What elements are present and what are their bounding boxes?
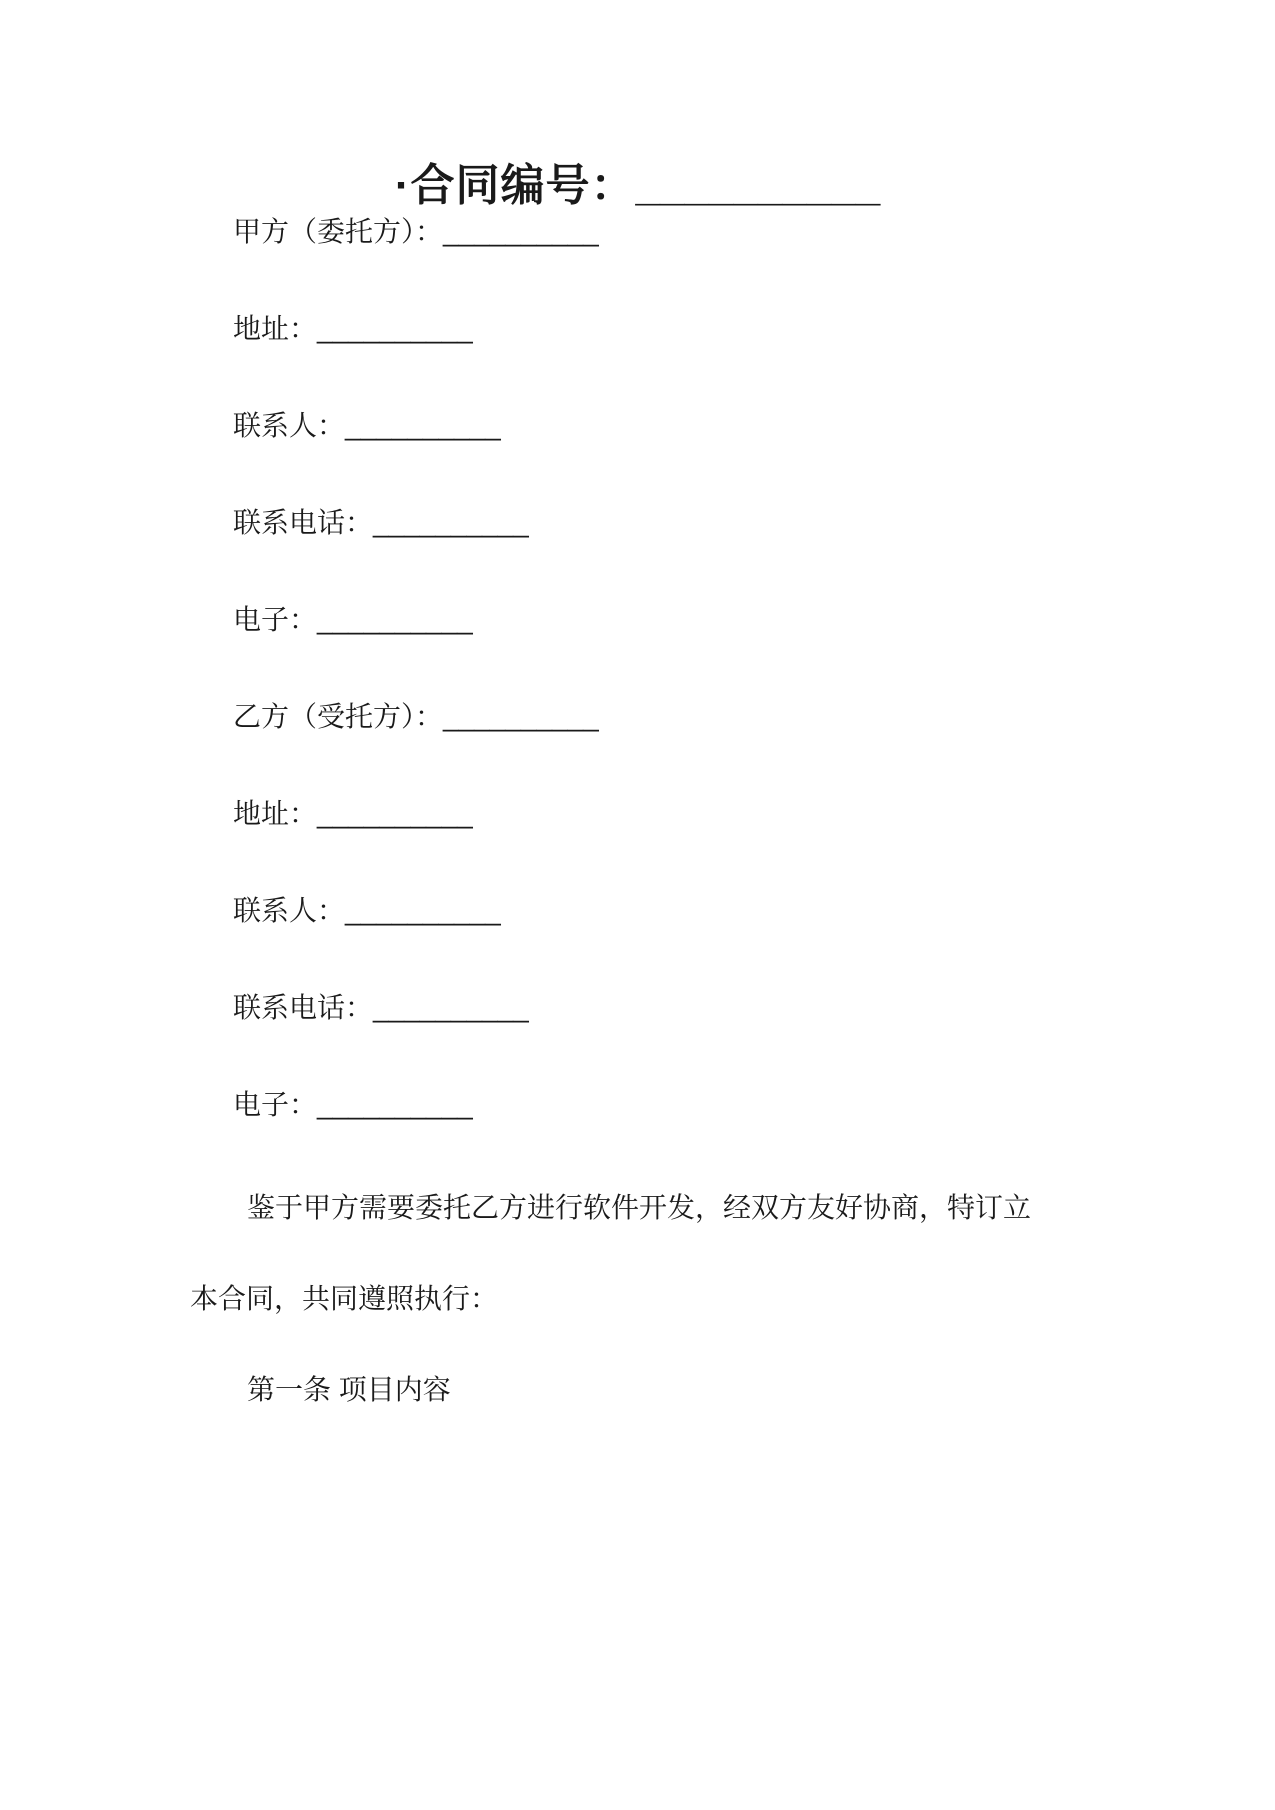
field-party-b-address-label: 地址： xyxy=(233,798,318,829)
field-party-b-contact-blank-line: __________ xyxy=(345,895,501,926)
field-party-b-address xyxy=(233,794,1275,891)
field-party-a-email-label: 电子： xyxy=(233,604,318,635)
field-party-a-contact-label: 联系人： xyxy=(233,410,346,441)
field-party-a-contact xyxy=(233,406,1275,503)
field-party-a-name-blank-line: __________ xyxy=(443,216,599,247)
contract-number-label: ·合同编号： xyxy=(394,161,636,210)
field-party-a-address-label: 地址： xyxy=(233,313,318,344)
field-party-b-phone-blank-line: __________ xyxy=(373,992,529,1023)
preamble-line-2: 本合同，共同遵照执行： xyxy=(190,1283,499,1314)
field-party-b-contact-label: 联系人： xyxy=(233,895,346,926)
field-party-a-name xyxy=(233,212,1275,309)
field-party-a-contact-blank-line: __________ xyxy=(345,410,501,441)
field-party-a-address-blank-line: __________ xyxy=(317,313,473,344)
field-party-a-email xyxy=(233,600,1275,697)
field-party-a-phone xyxy=(233,503,1275,600)
field-party-b-email xyxy=(233,1085,1275,1182)
field-party-b-email-label: 电子： xyxy=(233,1089,318,1120)
field-party-b-phone xyxy=(233,988,1275,1085)
field-party-a-phone-label: 联系电话： xyxy=(233,507,374,538)
field-party-b-email-blank-line: __________ xyxy=(317,1089,473,1120)
field-party-b-name-blank-line: __________ xyxy=(443,701,599,732)
field-party-b-contact xyxy=(233,891,1275,988)
field-party-a-phone-blank-line: __________ xyxy=(373,507,529,538)
field-party-b-name-label: 乙方（受托方）： xyxy=(233,701,444,732)
field-party-b-name xyxy=(233,697,1275,794)
field-party-b-address-blank-line: __________ xyxy=(317,798,473,829)
preamble-line-1: 鉴于甲方需要委托乙方进行软件开发，经双方友好协商，特订立 xyxy=(247,1192,1032,1223)
field-party-b-phone-label: 联系电话： xyxy=(233,992,374,1023)
field-party-a-name-label: 甲方（委托方）： xyxy=(233,216,444,247)
contract-document-page xyxy=(0,160,1275,1810)
contract-number-blank-line: __________ xyxy=(635,161,881,210)
section-heading-article-1: 第一条 项目内容 xyxy=(247,1374,451,1405)
page-title xyxy=(0,160,1275,212)
field-party-a-email-blank-line: __________ xyxy=(317,604,473,635)
field-party-a-address xyxy=(233,309,1275,406)
